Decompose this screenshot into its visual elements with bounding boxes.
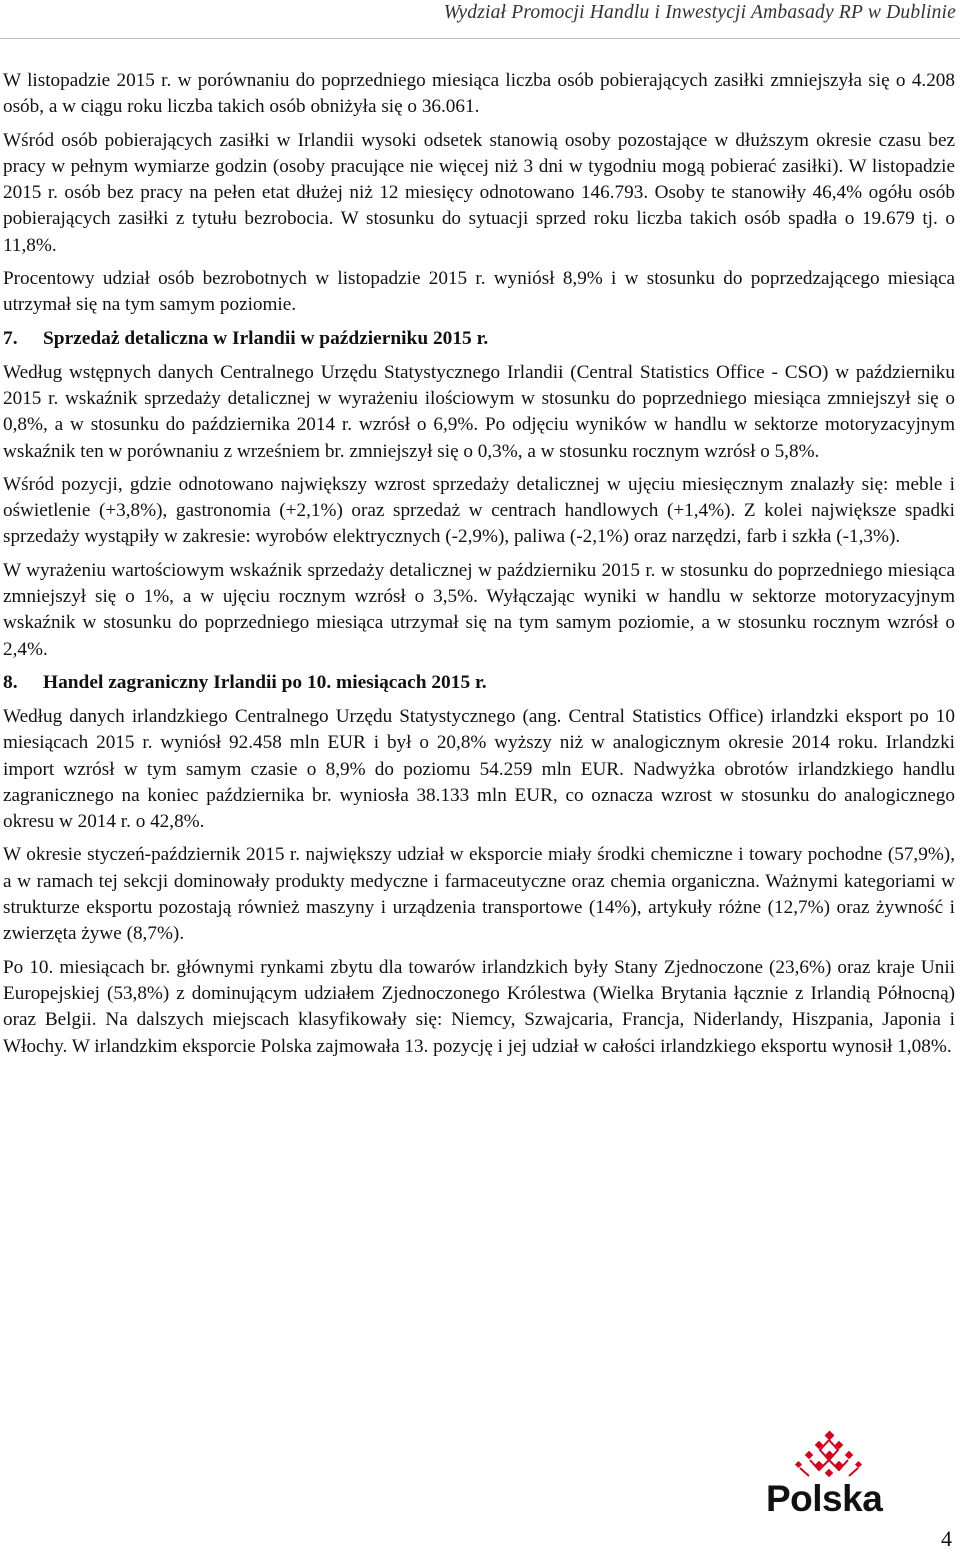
paragraph-export-import: Według danych irlandzkiego Centralnego Urzędu Statystycznego (ang. Central Statistics Office) irlandzki eksport po 10 miesiącach 2015 r. wyniósł 92.458 mln EUR i był o 20,8% wyższy niż w analogicznym okresie 2014 roku. Irlandzki import wzrósł w tym samym czasie o 8,9% do poziomu 54.259 mln EUR. Nadwyżka obrotów irlandzkiego handlu zagranicznego na koniec października br. wyniosła 38.133 mln EUR, co oznacza wzrost w stosunku do analogicznego okresu w 2014 r. o 42,8%. [3,705,955,833]
paragraph-long-term-unemployed: Wśród osób pobierających zasiłki w Irlandii wysoki odsetek stanowią osoby pozostające w dłuższym okresie czasu bez pracy w pełnym wymiarze godzin (osoby pracujące nie więcej niż 3 dni w tygodniu mogą pobierać zasiłki). W listopadzie 2015 r. osób bez pracy na pełen etat dłużej niż 12 miesięcy odnotowano 146.793. Osoby te stanowiły 46,4% ogółu osób pobierających zasiłki z tytułu bezrobocia. W stosunku do sytuacji sprzed roku liczba takich osób spadła o 19.679 tj. o 11,8%. [3,129,955,256]
header-divider [0,38,960,39]
section-number: 7. [3,327,18,349]
section-heading-trade [3,670,955,696]
document-body [3,68,955,1067]
paragraph-unemployment-benefits: W listopadzie 2015 r. w porównaniu do poprzedniego miesiąca liczba osób pobierających zasiłki zmniejszyła się o 4.208 osób, a w ciągu roku liczba takich osób obniżyła się o 36.061. [3,70,955,118]
section-title: Sprzedaż detaliczna w Irlandii w październiku 2015 r. [43,327,489,349]
section-title: Handel zagraniczny Irlandii po 10. miesiącach 2015 r. [43,671,487,693]
paragraph-retail-categories: Wśród pozycji, gdzie odnotowano największy wzrost sprzedaży detalicznej w ujęciu miesięcznym znalazły się: meble i oświetlenie (+3,8%), gastronomia (+2,1%) oraz sprzedaż w centrach handlowych (+1,4%). Z kolei największe spadki sprzedaży wystąpiły w zakresie: wyrobów elektrycznych (-2,9%), paliwa (-2,1%) oraz narzędzi, farb i szkła (-1,3%). [3,473,955,548]
paragraph-retail-value: W wyrażeniu wartościowym wskaźnik sprzedaży detalicznej w październiku 2015 r. w stosunku do poprzedniego miesiąca zmniejszył się o 1%, a w ujęciu rocznym wzrósł o 3,5%. Wyłączając wyniki w handlu w sektorze motoryzacyjnym wskaźnik w stosunku do poprzedniego miesiąca utrzymał się na tym samym poziomie, a w stosunku rocznym wzrósł o 2,4%. [3,559,955,660]
polska-logo-word: Polska [766,1478,883,1519]
header-title: Wydział Promocji Handlu i Inwestycji Ambasady RP w Dublinie [443,2,956,23]
paragraph-retail-volume: Według wstępnych danych Centralnego Urzędu Statystycznego Irlandii (Central Statistics Office - CSO) w październiku 2015 r. wskaźnik sprzedaży detalicznej w wyrażeniu ilościowym w stosunku do poprzedniego miesiąca zmniejszył się o 0,8%, a w stosunku do października 2014 r. wzrósł o 6,9%. Po odjęciu wyników w handlu w sektorze motoryzacyjnym wskaźnik ten w porównaniu z wrześniem br. zmniejszył się o 0,3%, a w stosunku rocznym wzrósł o 5,8%. [3,361,955,462]
page-number: 4 [941,1526,952,1551]
paragraph-export-markets: Po 10. miesiącach br. głównymi rynkami zbytu dla towarów irlandzkich były Stany Zjednoczone (23,6%) oraz kraje Unii Europejskiej (53,8%) z dominującym udziałem Zjednoczonego Królestwa (Wielka Brytania łącznie z Irlandią Północną) oraz Belgii. Na dalszych miejscach klasyfikowały się: Niemcy, Szwajcaria, Francja, Niderlandy, Hiszpania, Japonia i Włochy. W irlandzkim eksporcie Polska zajmowała 13. pozycję i jej udział w całości irlandzkiego eksportu wynosił 1,08%. [3,956,955,1057]
section-number: 8. [3,671,18,693]
paragraph-export-structure: W okresie styczeń-październik 2015 r. największy udział w eksporcie miały środki chemiczne i towary pochodne (57,9%), a w ramach tej sekcji dominowały produkty medyczne i farmaceutyczne oraz chemia organiczna. Ważnymi kategoriami w strukturze eksportu pozostają również maszyny i urządzenia transportowe (14%), artykuły różne (12,7%) oraz żywność i zwierzęta żywe (8,7%). [3,844,955,945]
paragraph-unemployment-rate: Procentowy udział osób bezrobotnych w listopadzie 2015 r. wyniósł 8,9% i w stosunku do poprzedzającego miesiąca utrzymał się na tym samym poziomie. [3,268,955,316]
section-heading-retail [3,326,955,352]
